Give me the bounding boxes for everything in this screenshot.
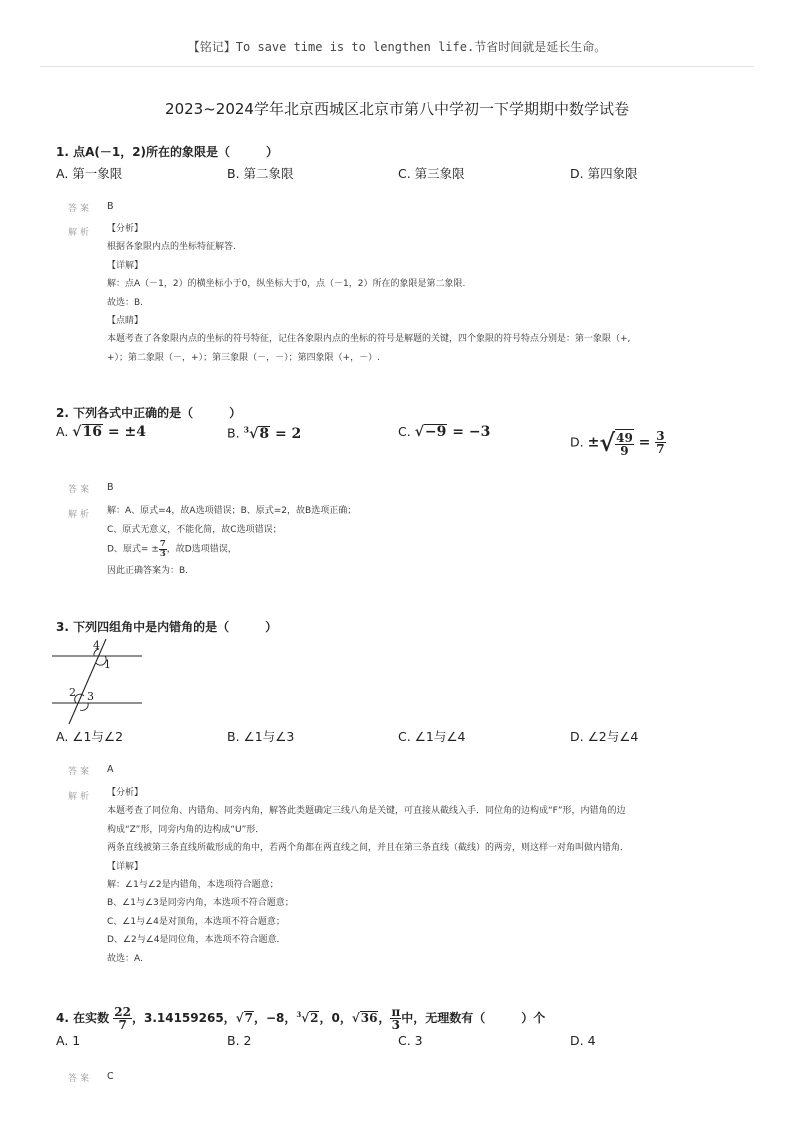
q3-option-c: C. ∠1与∠4	[398, 729, 466, 744]
q4-frac2-den: 3	[391, 1018, 401, 1032]
q2-analysis-line	[107, 540, 727, 562]
q2-option-d-eq: =	[633, 434, 656, 451]
q2-stem: 2. 下列各式中正确的是（ ）	[56, 406, 242, 420]
q1-answer-value: B	[107, 201, 114, 212]
q4-frac2-num: π	[391, 1005, 401, 1019]
q2-analysis-d-num: 7	[159, 539, 166, 549]
motto-banner: 【铭记】To save time is to lengthen life.节省时间就是延长生命。	[187, 40, 607, 54]
q4-answer-label: 答案	[68, 1074, 93, 1084]
angle-label-3: 3	[87, 690, 94, 703]
q3-option-a: A. ∠1与∠2	[56, 729, 124, 744]
angle-label-1: 1	[104, 658, 111, 671]
q1-option-a: A. 第一象限	[56, 166, 123, 181]
q1-option-b: B. 第二象限	[227, 166, 294, 181]
q2-option-d-letter: D.	[570, 434, 584, 450]
q2-analysis-d-pre: D、原式= ±	[107, 544, 159, 555]
angle-3-arc	[80, 703, 88, 710]
q3-stem: 3. 下列四组角中是内错角的是（ ）	[56, 620, 278, 634]
q3-analysis-line: 两条直线被第三条直线所截形成的角中，若两个角都在两直线之间，并且在第三条直线（截线）的两旁，则这样一对角叫做内错角．	[107, 843, 630, 854]
q4-mid1: ，3.14159265，	[131, 1011, 236, 1025]
q3-option-b: B. ∠1与∠3	[227, 729, 295, 744]
q1-analysis-line: 【点睛】	[107, 316, 144, 327]
q4-root2-index: 3	[296, 1010, 302, 1019]
q4-option-d: D. 4	[570, 1033, 596, 1048]
q2-option-c-radicand: −9	[424, 424, 447, 440]
q2-option-b-radicand: 8	[259, 425, 270, 442]
q4-answer-value: C	[107, 1071, 114, 1082]
q2-option-c: C. √−9 = −3	[398, 424, 491, 440]
angle-label-2: 2	[69, 686, 76, 699]
q1-analysis	[107, 220, 727, 367]
q3-option-d: D. ∠2与∠4	[570, 729, 639, 744]
q2-option-d: D. ±√ $\frac{49}{9}$ = $\frac{3}{7}$	[570, 428, 665, 458]
q2-analysis-label: 解析	[68, 510, 93, 520]
q3-analysis-line: B、∠1与∠3是同旁内角，本选项不符合题意；	[107, 898, 294, 909]
q4-root3: 36	[360, 1011, 378, 1025]
q2-option-c-rest: = −3	[447, 424, 491, 440]
q3-analysis-line: 【详解】	[107, 861, 144, 872]
q2-option-b-letter: B.	[227, 425, 240, 441]
q2-option-d-den2: 7	[656, 442, 665, 456]
q2-analysis-d-post: ，故D选项错误，	[166, 544, 237, 555]
q2-option-d-den: 9	[620, 443, 629, 458]
q2-option-b: B. $^3$√8 = 2	[227, 424, 302, 442]
q1-analysis-line: 解：点A（－1，2）的横坐标小于0，纵坐标大于0，点（－1，2）所在的象限是第二象限.	[107, 279, 466, 290]
q3-analysis-line: 本题考查了同位角、内错角、同旁内角，解答此类题确定三线八角是关键，可直接从截线入手．同位角的边构成“F”形，内错角的边	[107, 806, 626, 817]
q1-analysis-line: 故选：B.	[107, 297, 144, 308]
q2-analysis-line: 解：A、原式=4，故A选项错误；B、原式=2，故B选项正确；	[107, 506, 357, 516]
exam-title: 2023~2024学年北京西城区北京市第八中学初一下学期期中数学试卷	[165, 100, 629, 118]
q2-option-d-num: 49	[616, 430, 633, 445]
q1-analysis-line: 【分析】	[107, 224, 144, 234]
q4-stem: 4. 在实数 $\frac{22}{7}$ ，3.14159265，√7，−8，$^3$√2，0，√36， $\frac{\pi}{3}$ 中，无理数有（ ）个	[56, 1005, 546, 1032]
q4-stem-post: 中，无理数有（ ）个	[401, 1011, 546, 1025]
q2-option-b-rest: = 2	[270, 425, 302, 442]
transversal-line	[69, 639, 106, 724]
q2-answer-value: B	[107, 482, 114, 493]
q1-option-c: C. 第三象限	[398, 166, 465, 181]
q3-analysis-label: 解析	[68, 792, 93, 802]
transversal-figure	[50, 636, 150, 728]
q3-analysis-line: D、∠2与∠4是同位角，本选项不符合题意．	[107, 935, 286, 946]
q4-frac1-num: 22	[114, 1005, 131, 1019]
q1-option-d: D. 第四象限	[570, 166, 638, 181]
q4-mid4: ，	[378, 1011, 391, 1025]
q3-analysis-line: 解：∠1与∠2是内错角，本选项符合题意；	[107, 880, 279, 891]
q1-analysis-label: 解析	[68, 228, 93, 238]
q4-option-a: A. 1	[56, 1033, 81, 1048]
q3-answer-label: 答案	[68, 767, 93, 777]
q2-option-a-radicand: 16	[82, 424, 102, 440]
q4-root1: 7	[244, 1011, 253, 1025]
angle-2-arc	[75, 694, 84, 703]
q4-mid3: ，0，	[319, 1011, 352, 1025]
q2-option-a: A. √16 = ±4	[56, 424, 146, 440]
header-divider	[40, 66, 754, 67]
q4-root2: 2	[310, 1011, 319, 1025]
q1-analysis-line: 本题考查了各象限内点的坐标的符号特征，记住各象限内点的坐标的符号是解题的关键，四个象限的符号特点分别是：第一象限（+,	[107, 334, 631, 345]
q2-option-d-num2: 3	[656, 429, 665, 443]
q3-answer-value: A	[107, 764, 114, 775]
q2-answer-label: 答案	[68, 485, 93, 495]
q4-option-c: C. 3	[398, 1033, 423, 1048]
q4-stem-pre: 4. 在实数	[56, 1011, 114, 1025]
q3-analysis	[107, 784, 727, 968]
q1-analysis-line: +）；第二象限（－，+）；第三象限（－，－）；第四象限（+，－）.	[107, 352, 380, 363]
q2-analysis-line: 因此正确答案为：B.	[107, 566, 189, 576]
q2-option-c-letter: C.	[398, 424, 411, 439]
q2-option-a-letter: A.	[56, 424, 69, 439]
q2-analysis-line: C、原式无意义，不能化简，故C选项错误；	[107, 525, 282, 535]
q2-option-b-index: 3	[243, 424, 250, 434]
q2-option-a-rest: = ±4	[102, 424, 146, 440]
q1-analysis-line: 【详解】	[107, 260, 144, 271]
q3-analysis-line: C、∠1与∠4是对顶角，本选项不符合题意；	[107, 916, 285, 927]
q1-stem: 1. 点A(－1，2)所在的象限是（ ）	[56, 145, 279, 159]
q3-analysis-line: 【分析】	[107, 788, 144, 798]
q4-mid2: ，−8，	[253, 1011, 297, 1025]
q2-option-d-pm: ±	[587, 434, 600, 451]
angle-label-4: 4	[93, 639, 100, 652]
q4-option-b: B. 2	[227, 1033, 252, 1048]
q1-analysis-line: 根据各象限内点的坐标特征解答.	[107, 242, 236, 253]
q3-analysis-line: 构成“Z”形，同旁内角的边构成“U”形．	[107, 824, 265, 835]
q1-answer-label: 答案	[68, 204, 93, 214]
q3-analysis-line: 故选：A.	[107, 953, 143, 964]
q4-frac1-den: 7	[118, 1018, 127, 1032]
q2-analysis-d-den: 3	[159, 548, 166, 559]
q2-analysis	[107, 502, 727, 581]
